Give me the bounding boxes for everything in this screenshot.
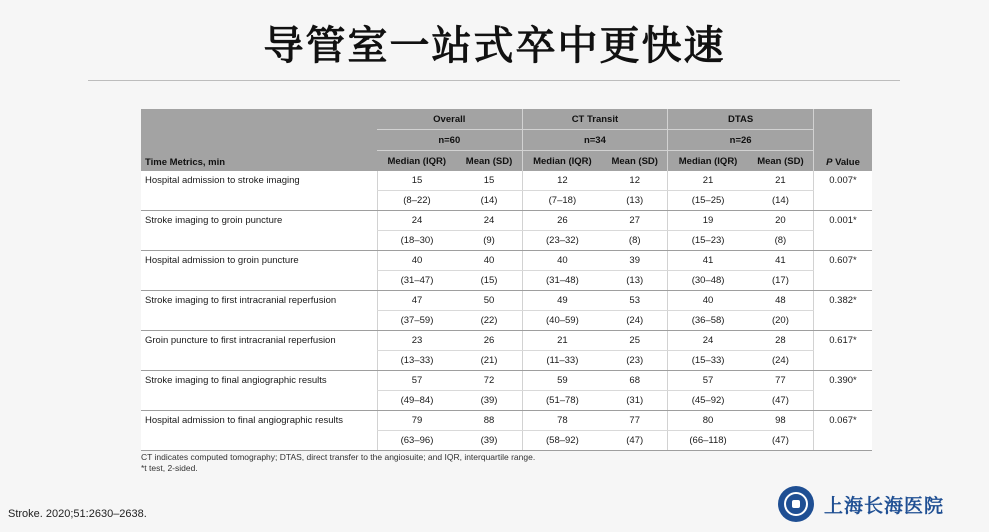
col-median: Median (IQR) xyxy=(522,151,602,172)
iqr-value: (63–96) xyxy=(377,431,456,451)
mean-value: 25 xyxy=(602,331,668,351)
metric-label: Stroke imaging to groin puncture xyxy=(141,211,377,251)
sd-value: (39) xyxy=(456,391,522,411)
iqr-value: (45–92) xyxy=(668,391,748,411)
median-value: 59 xyxy=(522,371,602,391)
mean-value: 15 xyxy=(456,171,522,191)
table-row xyxy=(141,371,872,391)
iqr-value: (13–33) xyxy=(377,351,456,371)
sd-value: (8) xyxy=(748,231,814,251)
col-median: Median (IQR) xyxy=(377,151,456,172)
mean-value: 21 xyxy=(748,171,814,191)
median-value: 40 xyxy=(377,251,456,271)
sd-value: (24) xyxy=(602,311,668,331)
median-value: 21 xyxy=(668,171,748,191)
median-value: 24 xyxy=(377,211,456,231)
time-metrics-table xyxy=(141,109,872,451)
group-header-ct-transit: CT Transit xyxy=(522,109,668,130)
mean-value: 53 xyxy=(602,291,668,311)
sd-value: (15) xyxy=(456,271,522,291)
iqr-value: (15–25) xyxy=(668,191,748,211)
iqr-value: (8–22) xyxy=(377,191,456,211)
col-mean: Mean (SD) xyxy=(456,151,522,172)
p-value: 0.390* xyxy=(814,371,873,411)
mean-value: 72 xyxy=(456,371,522,391)
iqr-value: (58–92) xyxy=(522,431,602,451)
median-value: 57 xyxy=(377,371,456,391)
median-value: 24 xyxy=(668,331,748,351)
mean-value: 27 xyxy=(602,211,668,231)
sd-value: (20) xyxy=(748,311,814,331)
mean-value: 50 xyxy=(456,291,522,311)
median-value: 40 xyxy=(522,251,602,271)
sd-value: (31) xyxy=(602,391,668,411)
sd-value: (21) xyxy=(456,351,522,371)
p-value: 0.382* xyxy=(814,291,873,331)
sd-value: (13) xyxy=(602,271,668,291)
mean-value: 48 xyxy=(748,291,814,311)
sd-value: (14) xyxy=(748,191,814,211)
mean-value: 26 xyxy=(456,331,522,351)
p-value-header: P Value xyxy=(814,109,873,171)
sd-value: (13) xyxy=(602,191,668,211)
table-body xyxy=(141,171,872,451)
median-value: 21 xyxy=(522,331,602,351)
metric-label: Hospital admission to stroke imaging xyxy=(141,171,377,211)
iqr-value: (30–48) xyxy=(668,271,748,291)
mean-value: 12 xyxy=(602,171,668,191)
median-value: 78 xyxy=(522,411,602,431)
mean-value: 39 xyxy=(602,251,668,271)
median-value: 47 xyxy=(377,291,456,311)
slide-title: 导管室一站式卒中更快速 xyxy=(263,23,726,69)
hospital-name: 上海长海医院 xyxy=(824,494,945,517)
sd-value: (47) xyxy=(602,431,668,451)
table-footnote xyxy=(141,452,535,474)
footnote-abbreviations: CT indicates computed tomography; DTAS, direct transfer to the angiosuite; and IQR, interquartile range. xyxy=(141,452,536,462)
table-row xyxy=(141,251,872,271)
iqr-value: (31–47) xyxy=(377,271,456,291)
mean-value: 40 xyxy=(456,251,522,271)
citation: Stroke. 2020;51:2630–2638. xyxy=(8,508,147,520)
col-mean: Mean (SD) xyxy=(602,151,668,172)
table-row xyxy=(141,411,872,431)
hospital-logo xyxy=(778,486,944,522)
iqr-value: (18–30) xyxy=(377,231,456,251)
col-mean: Mean (SD) xyxy=(748,151,814,172)
sd-value: (39) xyxy=(456,431,522,451)
iqr-value: (15–23) xyxy=(668,231,748,251)
p-value: 0.617* xyxy=(814,331,873,371)
p-value: 0.067* xyxy=(814,411,873,451)
mean-value: 68 xyxy=(602,371,668,391)
table-row xyxy=(141,291,872,311)
sd-value: (8) xyxy=(602,231,668,251)
mean-value: 28 xyxy=(748,331,814,351)
iqr-value: (49–84) xyxy=(377,391,456,411)
table-row xyxy=(141,211,872,231)
median-value: 57 xyxy=(668,371,748,391)
mean-value: 77 xyxy=(602,411,668,431)
metric-label: Hospital admission to groin puncture xyxy=(141,251,377,291)
table-row xyxy=(141,331,872,351)
iqr-value: (40–59) xyxy=(522,311,602,331)
sd-value: (47) xyxy=(748,431,814,451)
iqr-value: (23–32) xyxy=(522,231,602,251)
metric-label: Stroke imaging to first intracranial reperfusion xyxy=(141,291,377,331)
sd-value: (17) xyxy=(748,271,814,291)
median-value: 12 xyxy=(522,171,602,191)
mean-value: 20 xyxy=(748,211,814,231)
sd-value: (24) xyxy=(748,351,814,371)
mean-value: 88 xyxy=(456,411,522,431)
iqr-value: (36–58) xyxy=(668,311,748,331)
group-n-dtas: n=26 xyxy=(668,130,814,151)
group-n-overall: n=60 xyxy=(377,130,522,151)
mean-value: 77 xyxy=(748,371,814,391)
median-value: 49 xyxy=(522,291,602,311)
median-value: 40 xyxy=(668,291,748,311)
median-value: 80 xyxy=(668,411,748,431)
group-header-overall: Overall xyxy=(377,109,522,130)
median-value: 23 xyxy=(377,331,456,351)
col-median: Median (IQR) xyxy=(668,151,748,172)
mean-value: 98 xyxy=(748,411,814,431)
footnote-test: *t test, 2-sided. xyxy=(141,463,198,473)
median-value: 19 xyxy=(668,211,748,231)
iqr-value: (66–118) xyxy=(668,431,748,451)
metric-label: Groin puncture to first intracranial reperfusion xyxy=(141,331,377,371)
sd-value: (14) xyxy=(456,191,522,211)
sd-value: (47) xyxy=(748,391,814,411)
row-header: Time Metrics, min xyxy=(141,109,377,171)
median-value: 26 xyxy=(522,211,602,231)
iqr-value: (37–59) xyxy=(377,311,456,331)
median-value: 41 xyxy=(668,251,748,271)
iqr-value: (11–33) xyxy=(522,351,602,371)
mean-value: 24 xyxy=(456,211,522,231)
group-header-dtas: DTAS xyxy=(668,109,814,130)
hospital-seal-icon xyxy=(778,486,814,522)
p-value: 0.607* xyxy=(814,251,873,291)
sd-value: (9) xyxy=(456,231,522,251)
p-value: 0.007* xyxy=(814,171,873,211)
metric-label: Hospital admission to final angiographic results xyxy=(141,411,377,451)
group-n-ct-transit: n=34 xyxy=(522,130,668,151)
iqr-value: (7–18) xyxy=(522,191,602,211)
sd-value: (22) xyxy=(456,311,522,331)
iqr-value: (51–78) xyxy=(522,391,602,411)
iqr-value: (15–33) xyxy=(668,351,748,371)
table-row xyxy=(141,171,872,191)
sd-value: (23) xyxy=(602,351,668,371)
iqr-value: (31–48) xyxy=(522,271,602,291)
median-value: 15 xyxy=(377,171,456,191)
p-value: 0.001* xyxy=(814,211,873,251)
title-divider xyxy=(88,80,900,81)
metric-label: Stroke imaging to final angiographic results xyxy=(141,371,377,411)
median-value: 79 xyxy=(377,411,456,431)
mean-value: 41 xyxy=(748,251,814,271)
